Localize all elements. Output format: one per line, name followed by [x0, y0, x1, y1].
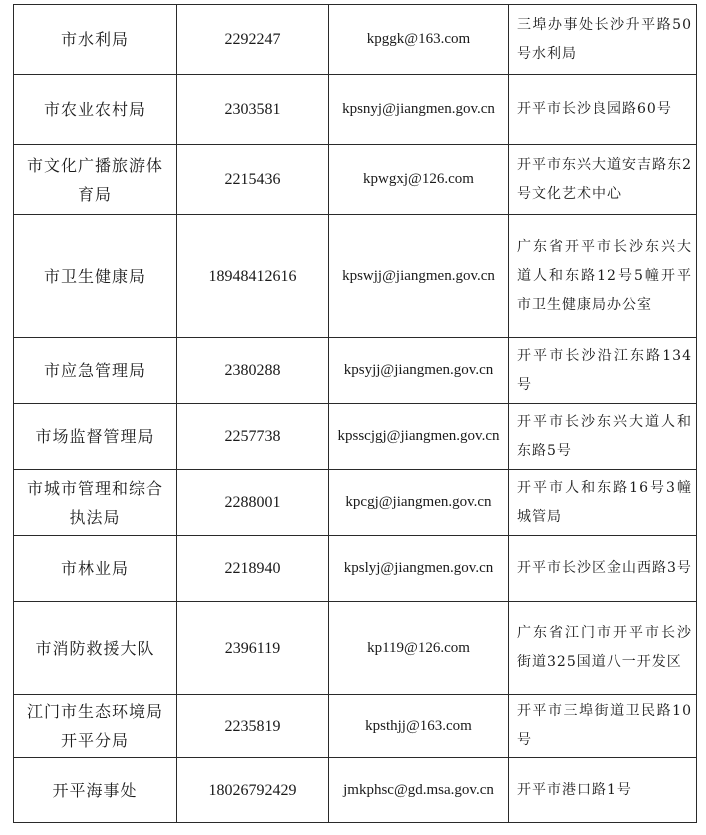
- phone-number: 2257738: [177, 404, 329, 470]
- table-row: [14, 75, 697, 145]
- office-address: 开平市长沙东兴大道人和东路5号: [509, 404, 697, 470]
- department-name: 市水利局: [14, 5, 177, 75]
- table-row: [14, 338, 697, 404]
- table-row: [14, 470, 697, 536]
- department-name: 江门市生态环境局开平分局: [14, 695, 177, 758]
- phone-number: 2218940: [177, 536, 329, 602]
- phone-number: 2235819: [177, 695, 329, 758]
- department-name: 开平海事处: [14, 758, 177, 823]
- office-address: 开平市长沙区金山西路3号: [509, 536, 697, 602]
- phone-number: 18026792429: [177, 758, 329, 823]
- phone-number: 2215436: [177, 145, 329, 215]
- department-name: 市场监督管理局: [14, 404, 177, 470]
- table-row: [14, 215, 697, 338]
- table-row: [14, 536, 697, 602]
- email-address: kpsscjgj@jiangmen.gov.cn: [329, 404, 509, 470]
- office-address: 开平市东兴大道安吉路东2号文化艺术中心: [509, 145, 697, 215]
- email-address: kpwgxj@126.com: [329, 145, 509, 215]
- phone-number: 2288001: [177, 470, 329, 536]
- department-name: 市文化广播旅游体育局: [14, 145, 177, 215]
- table-row: [14, 5, 697, 75]
- table-row: [14, 602, 697, 695]
- email-address: kpswjj@jiangmen.gov.cn: [329, 215, 509, 338]
- phone-number: 2292247: [177, 5, 329, 75]
- office-address: 广东省江门市开平市长沙街道325国道八一开发区: [509, 602, 697, 695]
- email-address: kpcgj@jiangmen.gov.cn: [329, 470, 509, 536]
- email-address: kpslyj@jiangmen.gov.cn: [329, 536, 509, 602]
- table-row: [14, 695, 697, 758]
- office-address: 三埠办事处长沙升平路50号水利局: [509, 5, 697, 75]
- contact-directory-table: [13, 4, 697, 823]
- office-address: 开平市长沙良园路60号: [509, 75, 697, 145]
- phone-number: 18948412616: [177, 215, 329, 338]
- department-name: 市农业农村局: [14, 75, 177, 145]
- email-address: kpsyjj@jiangmen.gov.cn: [329, 338, 509, 404]
- department-name: 市应急管理局: [14, 338, 177, 404]
- email-address: kpsthjj@163.com: [329, 695, 509, 758]
- phone-number: 2396119: [177, 602, 329, 695]
- department-name: 市卫生健康局: [14, 215, 177, 338]
- office-address: 开平市长沙沿江东路134号: [509, 338, 697, 404]
- email-address: kp119@126.com: [329, 602, 509, 695]
- office-address: 开平市港口路1号: [509, 758, 697, 823]
- office-address: 广东省开平市长沙东兴大道人和东路12号5幢开平市卫生健康局办公室: [509, 215, 697, 338]
- department-name: 市林业局: [14, 536, 177, 602]
- table-row: [14, 404, 697, 470]
- office-address: 开平市人和东路16号3幢城管局: [509, 470, 697, 536]
- phone-number: 2380288: [177, 338, 329, 404]
- table-row: [14, 758, 697, 823]
- email-address: jmkphsc@gd.msa.gov.cn: [329, 758, 509, 823]
- email-address: kpggk@163.com: [329, 5, 509, 75]
- department-name: 市消防救援大队: [14, 602, 177, 695]
- phone-number: 2303581: [177, 75, 329, 145]
- department-name: 市城市管理和综合执法局: [14, 470, 177, 536]
- email-address: kpsnyj@jiangmen.gov.cn: [329, 75, 509, 145]
- office-address: 开平市三埠街道卫民路10号: [509, 695, 697, 758]
- table-row: [14, 145, 697, 215]
